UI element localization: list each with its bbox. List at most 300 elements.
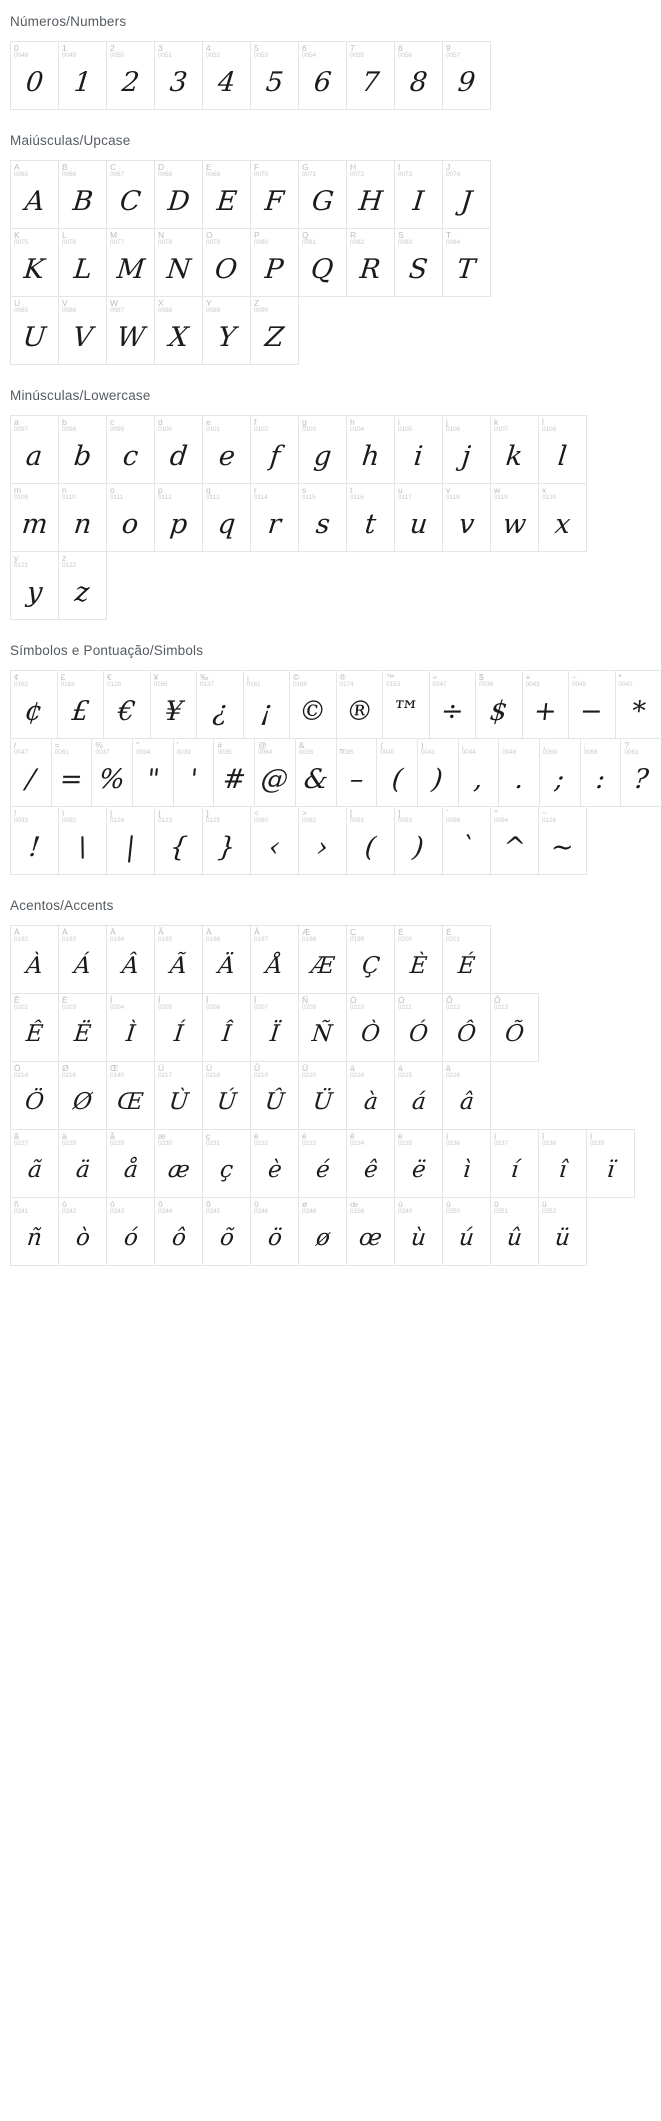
glyph-cell[interactable]	[154, 228, 203, 297]
glyph-char-label: ò	[62, 1199, 67, 1209]
glyph-cell[interactable]	[580, 738, 622, 807]
glyph-code-label: 0078	[158, 238, 173, 246]
glyph-render: Æ	[309, 952, 336, 979]
glyph-cell[interactable]	[202, 993, 251, 1062]
glyph-char-label: Ñ	[302, 995, 309, 1005]
glyph-code-label: 0125	[206, 816, 221, 824]
glyph-cell[interactable]	[376, 738, 418, 807]
glyph-cell[interactable]	[498, 738, 540, 807]
glyph-code-label: 0229	[110, 1139, 125, 1147]
glyph-code-label: 0203	[62, 1003, 77, 1011]
glyph-code-label: 0230	[158, 1139, 173, 1147]
glyph-code-label: 0192	[14, 935, 29, 943]
glyph-cell[interactable]	[250, 806, 299, 875]
glyph-cell[interactable]	[394, 415, 443, 484]
glyph-meta	[62, 418, 76, 434]
glyph-cell[interactable]	[442, 993, 491, 1062]
glyph-cell[interactable]	[346, 41, 395, 110]
glyph-cell[interactable]	[243, 670, 291, 739]
glyph-char-label: ‰	[200, 672, 209, 682]
glyph-cell[interactable]	[10, 993, 59, 1062]
glyph-cell[interactable]	[202, 806, 251, 875]
glyph-cell[interactable]	[490, 1197, 539, 1266]
section-title: Números/Numbers	[10, 14, 127, 29]
glyph-meta	[110, 996, 124, 1012]
glyph-cell[interactable]	[106, 483, 155, 552]
glyph-cell[interactable]	[154, 415, 203, 484]
glyph-cell[interactable]	[394, 160, 443, 229]
glyph-render: (	[363, 831, 378, 863]
glyph-cell[interactable]	[10, 925, 59, 994]
glyph-cell[interactable]	[442, 806, 491, 875]
glyph-cell[interactable]	[58, 993, 107, 1062]
glyph-cell[interactable]	[394, 41, 443, 110]
glyph-render: à	[362, 1088, 379, 1115]
glyph-code-label: 0174	[339, 680, 354, 688]
glyph-code-label: 0249	[398, 1207, 413, 1215]
glyph-cell[interactable]	[382, 670, 430, 739]
glyph-char-label: õ	[206, 1199, 211, 1209]
glyph-meta	[340, 673, 354, 689]
glyph-render: D	[166, 185, 191, 217]
glyph-cell[interactable]	[250, 1129, 299, 1198]
glyph-render: L	[71, 253, 94, 285]
glyph-render: X	[167, 321, 190, 353]
glyph-render: z	[73, 576, 92, 608]
glyph-cell[interactable]	[202, 228, 251, 297]
glyph-meta	[206, 486, 220, 502]
glyph-cell[interactable]	[490, 1129, 539, 1198]
glyph-cell[interactable]	[298, 1061, 347, 1130]
glyph-cell[interactable]	[106, 925, 155, 994]
glyph-cell[interactable]	[298, 228, 347, 297]
glyph-cell[interactable]	[394, 993, 443, 1062]
glyph-char-label: "	[136, 740, 140, 750]
glyph-cell[interactable]	[250, 41, 299, 110]
glyph-cell[interactable]	[10, 228, 59, 297]
glyph-cell[interactable]	[538, 806, 587, 875]
glyph-cell[interactable]	[58, 806, 107, 875]
glyph-row	[10, 228, 661, 297]
glyph-code-label: 0153	[386, 680, 401, 688]
glyph-render: 0	[24, 66, 45, 98]
glyph-cell[interactable]	[250, 228, 299, 297]
glyph-cell[interactable]	[10, 670, 58, 739]
glyph-char-label: í	[494, 1131, 497, 1141]
glyph-code-label: 0116	[350, 493, 364, 501]
glyph-cell[interactable]	[154, 1061, 203, 1130]
glyph-render: ™	[390, 695, 421, 727]
glyph-cell[interactable]	[154, 296, 203, 365]
glyph-meta	[350, 44, 364, 60]
glyph-char-label: Ù	[158, 1063, 165, 1073]
glyph-char-label: $	[479, 672, 484, 682]
glyph-cell[interactable]	[10, 1197, 59, 1266]
glyph-meta	[446, 1200, 460, 1216]
glyph-cell[interactable]	[58, 1129, 107, 1198]
glyph-cell[interactable]	[346, 1129, 395, 1198]
glyph-cell[interactable]	[10, 551, 59, 620]
glyph-cell[interactable]	[295, 738, 337, 807]
glyph-cell[interactable]	[202, 483, 251, 552]
glyph-cell[interactable]	[298, 1129, 347, 1198]
glyph-cell[interactable]	[202, 41, 251, 110]
glyph-meta	[110, 1064, 124, 1080]
glyph-cell[interactable]	[298, 806, 347, 875]
glyph-meta	[542, 1132, 556, 1148]
glyph-render: 7	[360, 66, 381, 98]
glyph-meta	[62, 163, 76, 179]
glyph-cell[interactable]	[150, 670, 198, 739]
glyph-meta	[254, 418, 268, 434]
glyph-code-label: 0060	[254, 816, 269, 824]
glyph-cell[interactable]	[173, 738, 215, 807]
glyph-cell[interactable]	[346, 483, 395, 552]
glyph-char-label: Ä	[206, 927, 212, 937]
glyph-cell[interactable]	[394, 1061, 443, 1130]
glyph-cell[interactable]	[154, 993, 203, 1062]
glyph-meta	[494, 809, 508, 825]
glyph-code-label: 0237	[494, 1139, 509, 1147]
glyph-meta	[206, 928, 220, 944]
glyph-cell[interactable]	[57, 670, 105, 739]
glyph-meta	[254, 1132, 268, 1148]
glyph-meta	[350, 418, 364, 434]
glyph-cell[interactable]	[346, 415, 395, 484]
glyph-render: Í	[172, 1020, 185, 1047]
glyph-cell[interactable]	[298, 925, 347, 994]
glyph-cell[interactable]	[106, 1061, 155, 1130]
glyph-section	[0, 388, 661, 643]
glyph-cell[interactable]	[298, 483, 347, 552]
section-title: Acentos/Accents	[10, 898, 114, 913]
glyph-char-label: Ö	[14, 1063, 21, 1073]
glyph-cell[interactable]	[58, 228, 107, 297]
glyph-meta	[542, 1200, 556, 1216]
glyph-char-label: @	[258, 740, 267, 750]
glyph-cell[interactable]	[58, 415, 107, 484]
glyph-cell[interactable]	[442, 228, 491, 297]
glyph-cell[interactable]	[10, 41, 59, 110]
glyph-code-label: 0234	[350, 1139, 365, 1147]
glyph-cell[interactable]	[250, 925, 299, 994]
glyph-char-label: m	[14, 485, 22, 495]
glyph-cell[interactable]	[106, 1197, 155, 1266]
glyph-char-label: ©	[293, 672, 300, 682]
glyph-cell[interactable]	[475, 670, 523, 739]
glyph-meta	[14, 809, 28, 825]
glyph-meta	[14, 928, 28, 944]
glyph-cell[interactable]	[154, 1197, 203, 1266]
glyph-meta	[254, 1064, 268, 1080]
glyph-cell[interactable]	[10, 1129, 59, 1198]
glyph-cell[interactable]	[522, 670, 570, 739]
glyph-cell[interactable]	[106, 41, 155, 110]
glyph-meta	[62, 1132, 76, 1148]
glyph-char-label: A	[14, 162, 20, 172]
glyph-cell[interactable]	[490, 806, 539, 875]
glyph-meta	[110, 44, 124, 60]
glyph-char-label: \	[62, 808, 65, 818]
glyph-meta	[14, 418, 28, 434]
glyph-code-label: 0098	[62, 425, 77, 433]
glyph-meta	[206, 809, 220, 825]
glyph-char-label: l	[542, 417, 544, 427]
glyph-meta	[302, 996, 316, 1012]
glyph-cell[interactable]	[538, 1197, 587, 1266]
section-spacer	[0, 874, 661, 898]
glyph-cell[interactable]	[539, 738, 581, 807]
glyph-cell[interactable]	[442, 415, 491, 484]
glyph-code-label: 0201	[446, 935, 461, 943]
glyph-cell[interactable]	[154, 41, 203, 110]
glyph-meta	[398, 231, 412, 247]
glyph-char-label: =	[54, 740, 60, 750]
glyph-char-label: 3	[158, 43, 163, 53]
glyph-meta	[302, 486, 316, 502]
glyph-cell[interactable]	[442, 1197, 491, 1266]
glyph-cell[interactable]	[394, 925, 443, 994]
glyph-char-label: 8	[398, 43, 403, 53]
glyph-char-label: u	[398, 485, 403, 495]
glyph-cell[interactable]	[417, 738, 459, 807]
glyph-cell[interactable]	[132, 738, 174, 807]
glyph-meta	[62, 44, 76, 60]
glyph-cell[interactable]	[103, 670, 151, 739]
glyph-cell[interactable]	[490, 993, 539, 1062]
glyph-cell[interactable]	[568, 670, 616, 739]
glyph-cell[interactable]	[250, 483, 299, 552]
glyph-code-label: 0037	[95, 748, 110, 756]
glyph-char-label: J	[446, 162, 451, 172]
glyph-char-label: {	[158, 808, 161, 818]
glyph-cell[interactable]	[154, 160, 203, 229]
glyph-cell[interactable]	[289, 670, 337, 739]
glyph-char-label: W	[110, 298, 119, 308]
glyph-cell[interactable]	[394, 228, 443, 297]
glyph-cell[interactable]	[394, 806, 443, 875]
glyph-cell[interactable]	[10, 415, 59, 484]
glyph-cell[interactable]	[106, 160, 155, 229]
glyph-cell[interactable]	[213, 738, 255, 807]
glyph-cell[interactable]	[346, 806, 395, 875]
glyph-char-label: Á	[62, 927, 68, 937]
glyph-cell[interactable]	[202, 296, 251, 365]
glyph-cell[interactable]	[58, 41, 107, 110]
glyph-cell[interactable]	[58, 296, 107, 365]
glyph-cell[interactable]	[250, 296, 299, 365]
glyph-code-label: 0118	[446, 493, 460, 501]
glyph-section	[0, 14, 661, 133]
glyph-cell[interactable]	[202, 160, 251, 229]
glyph-cell[interactable]	[538, 1129, 587, 1198]
glyph-cell[interactable]	[106, 296, 155, 365]
glyph-meta	[446, 418, 460, 434]
glyph-cell[interactable]	[91, 738, 133, 807]
glyph-cell[interactable]	[298, 160, 347, 229]
glyph-cell[interactable]	[154, 806, 203, 875]
glyph-cell[interactable]	[250, 1061, 299, 1130]
glyph-cell[interactable]	[394, 1129, 443, 1198]
glyph-cell[interactable]	[58, 1197, 107, 1266]
glyph-meta	[494, 996, 508, 1012]
glyph-char-label: d	[158, 417, 163, 427]
glyph-meta	[62, 928, 76, 944]
glyph-meta	[542, 418, 556, 434]
glyph-cell[interactable]	[202, 1061, 251, 1130]
glyph-cell[interactable]	[346, 1197, 395, 1266]
glyph-cell[interactable]	[346, 1061, 395, 1130]
glyph-cell[interactable]	[202, 1129, 251, 1198]
glyph-cell[interactable]	[58, 551, 107, 620]
glyph-cell[interactable]	[336, 738, 378, 807]
glyph-cell[interactable]	[250, 160, 299, 229]
glyph-cell[interactable]	[298, 415, 347, 484]
glyph-char-label: ï	[590, 1131, 593, 1141]
glyph-code-label: 0117	[398, 493, 412, 501]
glyph-char-label: Ê	[14, 995, 20, 1005]
glyph-cell[interactable]	[442, 483, 491, 552]
glyph-cell[interactable]	[394, 1197, 443, 1266]
section-title: Símbolos e Pontuação/Simbols	[10, 643, 204, 658]
glyph-render: n	[72, 508, 93, 540]
glyph-code-label: 0076	[62, 238, 77, 246]
glyph-cell[interactable]	[615, 670, 661, 739]
glyph-code-label: 0202	[14, 1003, 29, 1011]
glyph-code-label: 0124	[110, 816, 125, 824]
glyph-char-label: ¢	[14, 672, 19, 682]
glyph-cell[interactable]	[10, 483, 59, 552]
glyph-code-label: 0225	[398, 1071, 413, 1079]
glyph-code-label: 0082	[350, 238, 365, 246]
glyph-meta	[446, 1064, 460, 1080]
glyph-cell[interactable]	[586, 1129, 635, 1198]
glyph-code-label: 0055	[350, 51, 365, 59]
glyph-meta	[14, 554, 28, 570]
glyph-cell[interactable]	[458, 738, 500, 807]
glyph-cell[interactable]	[346, 993, 395, 1062]
glyph-cell[interactable]	[442, 160, 491, 229]
glyph-cell[interactable]	[250, 415, 299, 484]
glyph-cell[interactable]	[336, 670, 384, 739]
glyph-cell[interactable]	[298, 1197, 347, 1266]
glyph-cell[interactable]	[10, 160, 59, 229]
glyph-cell[interactable]	[106, 228, 155, 297]
glyph-cell[interactable]	[196, 670, 244, 739]
glyph-char-label: ~	[542, 808, 547, 818]
glyph-char-label: X	[158, 298, 164, 308]
glyph-meta	[14, 231, 28, 247]
glyph-render: 8	[408, 66, 429, 98]
glyph-cell[interactable]	[202, 925, 251, 994]
glyph-render: £	[70, 695, 91, 727]
glyph-meta	[158, 231, 172, 247]
glyph-char-label: g	[302, 417, 307, 427]
glyph-cell[interactable]	[10, 806, 59, 875]
glyph-cell[interactable]	[620, 738, 661, 807]
glyph-meta	[619, 673, 633, 689]
glyph-render: Ä	[216, 952, 237, 979]
glyph-cell[interactable]	[394, 483, 443, 552]
glyph-meta	[14, 163, 28, 179]
glyph-cell[interactable]	[346, 925, 395, 994]
glyph-cell[interactable]	[58, 1061, 107, 1130]
glyph-cell[interactable]	[154, 483, 203, 552]
glyph-render: ©	[297, 695, 328, 727]
glyph-cell[interactable]	[538, 415, 587, 484]
glyph-cell[interactable]	[429, 670, 477, 739]
glyph-code-label: 0251	[494, 1207, 509, 1215]
glyph-cell[interactable]	[250, 1197, 299, 1266]
glyph-cell[interactable]	[106, 806, 155, 875]
glyph-cell[interactable]	[106, 415, 155, 484]
glyph-meta	[177, 741, 191, 757]
glyph-code-label: 0198	[302, 935, 317, 943]
glyph-cell[interactable]	[254, 738, 296, 807]
glyph-render: 3	[168, 66, 189, 98]
glyph-render: ^	[501, 831, 528, 863]
glyph-meta	[258, 741, 272, 757]
glyph-code-label: 0075	[14, 238, 29, 246]
glyph-cell[interactable]	[154, 925, 203, 994]
glyph-char-label: F	[254, 162, 260, 172]
glyph-render: t	[363, 508, 378, 540]
glyph-cell[interactable]	[250, 993, 299, 1062]
glyph-cell[interactable]	[51, 738, 93, 807]
glyph-meta	[55, 741, 69, 757]
glyph-cell[interactable]	[58, 925, 107, 994]
glyph-char-label: ó	[110, 1199, 115, 1209]
glyph-cell[interactable]	[490, 415, 539, 484]
glyph-cell[interactable]	[154, 1129, 203, 1198]
glyph-cell[interactable]	[202, 415, 251, 484]
glyph-cell[interactable]	[346, 160, 395, 229]
glyph-meta	[62, 554, 76, 570]
glyph-char-label: Ú	[206, 1063, 213, 1073]
glyph-cell[interactable]	[442, 41, 491, 110]
glyph-cell[interactable]	[106, 993, 155, 1062]
glyph-cell[interactable]	[298, 993, 347, 1062]
glyph-cell[interactable]	[442, 1061, 491, 1130]
glyph-meta	[398, 163, 412, 179]
glyph-cell[interactable]	[442, 925, 491, 994]
glyph-cell[interactable]	[298, 41, 347, 110]
glyph-char-label: &	[298, 740, 305, 750]
glyph-meta	[302, 1132, 316, 1148]
glyph-code-label: 0090	[254, 306, 269, 314]
glyph-cell[interactable]	[202, 1197, 251, 1266]
glyph-cell[interactable]	[10, 1061, 59, 1130]
glyph-meta	[254, 809, 268, 825]
glyph-cell[interactable]	[346, 228, 395, 297]
glyph-cell[interactable]	[58, 160, 107, 229]
glyph-code-label: 0119	[494, 493, 508, 501]
glyph-cell[interactable]	[58, 483, 107, 552]
glyph-char-label: Ó	[398, 995, 405, 1005]
glyph-cell[interactable]	[490, 483, 539, 552]
glyph-code-label: 0232	[254, 1139, 269, 1147]
glyph-char-label: p	[158, 485, 163, 495]
glyph-cell[interactable]	[106, 1129, 155, 1198]
glyph-cell[interactable]	[538, 483, 587, 552]
glyph-cell[interactable]	[10, 738, 52, 807]
glyph-cell[interactable]	[442, 1129, 491, 1198]
glyph-render: '	[188, 763, 199, 795]
glyph-code-label: 0084	[446, 238, 461, 246]
glyph-char-label: b	[62, 417, 67, 427]
glyph-cell[interactable]	[10, 296, 59, 365]
glyph-render: *	[629, 695, 647, 727]
